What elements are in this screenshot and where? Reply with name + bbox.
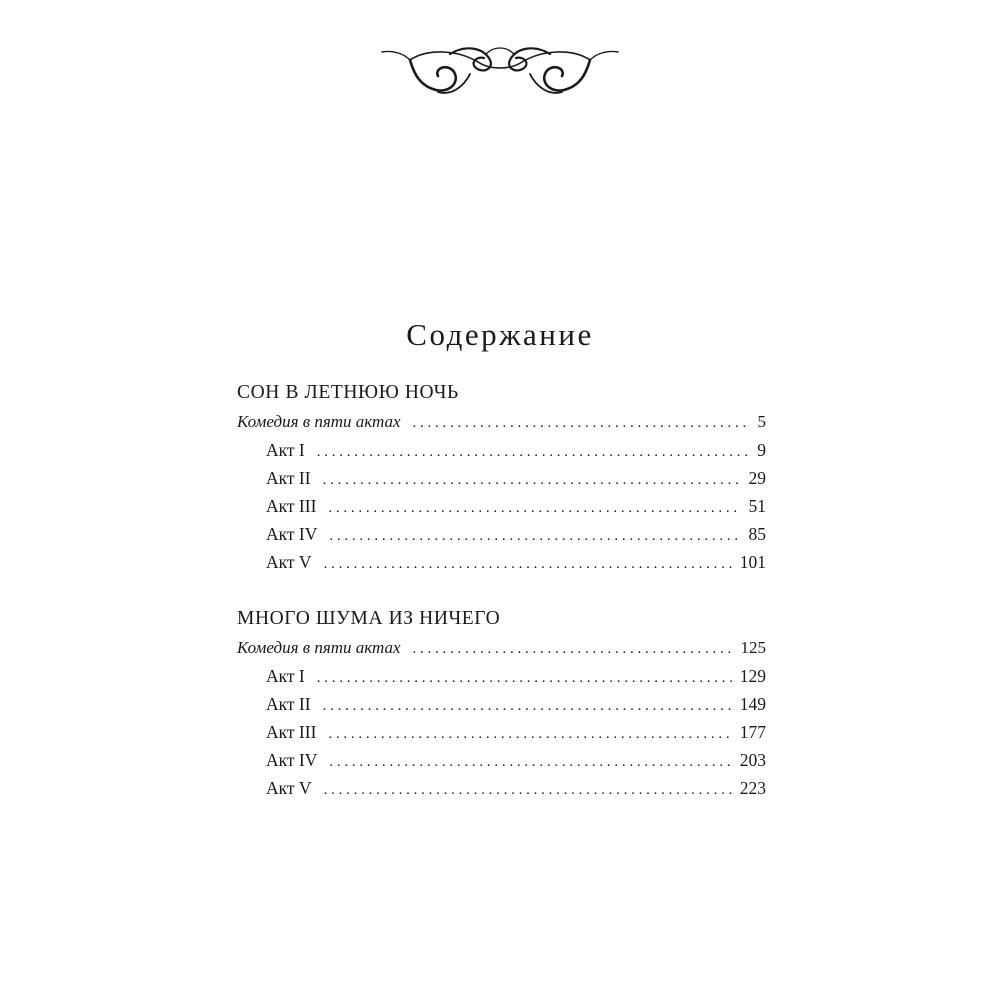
entry-label: Комедия в пяти актах [237, 412, 401, 431]
toc-entry-act[interactable] [237, 718, 766, 746]
toc-entry-subtitle[interactable] [237, 408, 766, 436]
dot-leader [317, 664, 732, 692]
work-title: СОН В ЛЕТНЮЮ НОЧЬ [237, 382, 459, 403]
entry-label: Акт I [266, 666, 305, 686]
dot-leader [324, 550, 732, 578]
dot-leader [328, 494, 740, 522]
dot-leader [328, 720, 731, 748]
flourish-ornament-icon [380, 30, 620, 105]
toc-entry-act[interactable] [237, 746, 766, 774]
page-number: 101 [739, 552, 766, 572]
toc-work [237, 378, 766, 576]
page-number: 85 [748, 524, 766, 544]
page-number: 29 [748, 468, 766, 488]
dot-leader [329, 748, 731, 776]
toc-entry-act[interactable] [237, 690, 766, 718]
entry-label: Комедия в пяти актах [237, 638, 401, 657]
page-title: Содержание [406, 317, 594, 352]
page-number: 5 [757, 412, 766, 431]
page-number: 125 [740, 638, 766, 657]
page-number: 177 [739, 722, 766, 742]
entry-label: Акт III [266, 496, 317, 516]
entry-label: Акт IV [266, 524, 318, 544]
toc-entry-act[interactable] [237, 436, 766, 464]
page-number: 149 [739, 694, 766, 714]
entry-label: Акт I [266, 440, 305, 460]
toc-entry-act[interactable] [237, 774, 766, 802]
dot-leader [329, 522, 740, 550]
dot-leader [323, 692, 732, 720]
page-number: 51 [748, 496, 766, 516]
page-number: 223 [739, 778, 766, 798]
dot-leader [323, 466, 741, 494]
entry-label: Акт V [266, 552, 312, 572]
dot-leader [324, 776, 732, 804]
entry-label: Акт II [266, 468, 311, 488]
toc-entry-act[interactable] [237, 492, 766, 520]
entry-label: Акт IV [266, 750, 318, 770]
toc-entry-act[interactable] [237, 464, 766, 492]
dot-leader [413, 635, 733, 663]
page-number: 129 [739, 666, 766, 686]
toc-entry-act[interactable] [237, 662, 766, 690]
page-number: 203 [739, 750, 766, 770]
toc-entry-act[interactable] [237, 548, 766, 576]
entry-label: Акт II [266, 694, 311, 714]
dot-leader [317, 438, 749, 466]
table-of-contents [237, 378, 766, 802]
work-title: МНОГО ШУМА ИЗ НИЧЕГО [237, 608, 501, 629]
dot-leader [413, 409, 750, 437]
page-number: 9 [757, 440, 766, 460]
entry-label: Акт III [266, 722, 317, 742]
toc-entry-subtitle[interactable] [237, 634, 766, 662]
toc-entry-act[interactable] [237, 520, 766, 548]
toc-work [237, 604, 766, 802]
entry-label: Акт V [266, 778, 312, 798]
